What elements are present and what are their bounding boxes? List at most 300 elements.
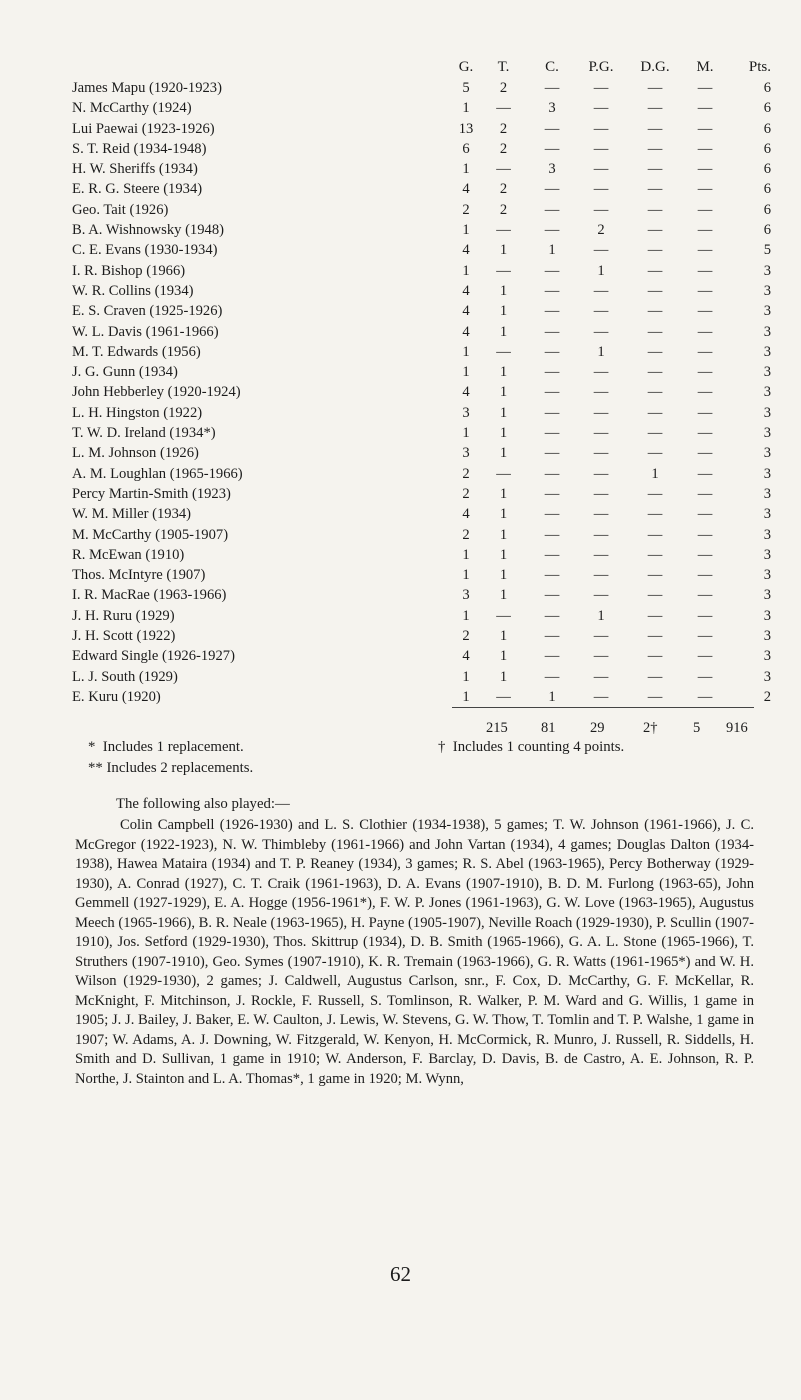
penalty-goals-cell: — (593, 282, 609, 299)
games-cell: 1 (462, 262, 470, 279)
drop-goals-cell: — (647, 120, 663, 137)
points-cell: 3 (763, 485, 771, 502)
conversions-cell: — (544, 323, 560, 340)
table-row (72, 301, 771, 321)
player-name: A. M. Loughlan (1965-1966) (72, 465, 243, 482)
player-name: J. H. Scott (1922) (72, 628, 176, 645)
tries-cell: 2 (499, 201, 508, 218)
penalty-goals-cell: — (593, 526, 609, 543)
games-cell: 13 (458, 120, 474, 137)
tries-cell: 2 (499, 120, 508, 137)
games-cell: 4 (462, 181, 470, 198)
player-name: James Mapu (1920-1923) (72, 80, 222, 96)
conversions-cell: 1 (548, 688, 556, 705)
points-cell: 6 (763, 161, 771, 178)
total-penalty-goals: 29 (590, 720, 605, 736)
points-cell: 3 (763, 425, 771, 442)
table-row (72, 667, 771, 687)
penalty-goals-cell: — (593, 303, 609, 320)
games-cell: 1 (462, 425, 470, 442)
marks-cell: — (697, 181, 713, 198)
marks-cell: — (697, 100, 713, 117)
penalty-goals-cell: — (593, 161, 609, 178)
conversions-cell: — (544, 425, 560, 442)
table-row (72, 159, 771, 179)
penalty-goals-cell: — (593, 364, 609, 381)
points-cell: 6 (763, 120, 771, 137)
tries-cell: 1 (499, 546, 508, 563)
player-name: T. W. D. Ireland (1934*) (72, 425, 216, 442)
player-name: N. McCarthy (1924) (72, 100, 192, 117)
penalty-goals-cell: — (593, 425, 609, 442)
conversions-cell: — (544, 282, 560, 299)
drop-goals-cell: — (647, 100, 663, 117)
table-row (72, 626, 771, 646)
marks-cell: — (697, 546, 713, 563)
player-name: E. R. G. Steere (1934) (72, 181, 203, 198)
marks-cell: — (697, 485, 713, 502)
penalty-goals-cell: — (593, 546, 609, 563)
points-cell: 6 (763, 100, 771, 117)
player-name: L. M. Johnson (1926) (72, 445, 199, 462)
table-row (72, 504, 771, 524)
table-row (72, 687, 771, 707)
player-name: Lui Paewai (1923-1926) (72, 120, 215, 137)
conversions-cell: — (544, 628, 560, 645)
conversions-cell: — (544, 303, 560, 320)
games-cell: 3 (462, 404, 470, 421)
games-cell: 3 (462, 445, 470, 462)
table-row (72, 240, 771, 260)
games-cell: 4 (462, 242, 470, 259)
games-cell: 1 (462, 567, 470, 584)
player-name: Edward Single (1926-1927) (72, 648, 235, 665)
drop-goals-cell: — (647, 628, 663, 645)
total-marks: 5 (693, 720, 701, 736)
conversions-cell: — (544, 648, 560, 665)
footnote-single-asterisk: * Includes 1 replacement. (88, 739, 244, 755)
player-name: J. H. Ruru (1929) (72, 607, 175, 624)
player-name: J. G. Gunn (1934) (72, 364, 178, 381)
penalty-goals-cell: — (593, 628, 609, 645)
drop-goals-cell: — (647, 384, 663, 401)
player-stats-table (72, 56, 771, 707)
tries-cell: 1 (499, 648, 508, 665)
marks-cell: — (697, 262, 713, 279)
points-cell: 3 (763, 384, 771, 401)
penalty-goals-cell: 1 (597, 343, 605, 360)
points-cell: 3 (763, 303, 771, 320)
games-cell: 1 (462, 222, 470, 239)
marks-cell: — (697, 506, 713, 523)
points-cell: 3 (763, 587, 771, 604)
penalty-goals-cell: — (593, 201, 609, 218)
penalty-goals-cell: — (593, 140, 609, 157)
player-name: John Hebberley (1920-1924) (72, 384, 241, 401)
tries-cell: 1 (499, 404, 508, 421)
table-row (72, 220, 771, 240)
penalty-goals-cell: — (593, 485, 609, 502)
tries-cell: 1 (499, 242, 508, 259)
tries-cell: 1 (499, 303, 508, 320)
drop-goals-cell: — (647, 80, 663, 96)
drop-goals-cell: — (647, 181, 663, 198)
marks-cell: — (697, 628, 713, 645)
games-cell: 4 (462, 282, 470, 299)
conversions-column-header: C. (545, 59, 559, 75)
points-cell: 3 (763, 546, 771, 563)
marks-cell: — (697, 323, 713, 340)
drop-goals-cell: — (647, 161, 663, 178)
footnote-double-asterisk: ** Includes 2 replacements. (88, 760, 254, 776)
table-row (72, 525, 771, 545)
penalty-goals-cell: — (593, 688, 609, 705)
games-cell: 2 (462, 485, 470, 502)
games-cell: 4 (462, 384, 470, 401)
marks-cell: — (697, 120, 713, 137)
table-row (72, 443, 771, 463)
player-name: E. Kuru (1920) (72, 688, 161, 705)
games-cell: 2 (462, 526, 470, 543)
points-cell: 3 (763, 262, 771, 279)
conversions-cell: — (544, 465, 560, 482)
drop-goals-cell: — (647, 140, 663, 157)
table-row (72, 261, 771, 281)
conversions-cell: — (544, 384, 560, 401)
penalty-goals-cell: — (593, 181, 609, 198)
games-cell: 3 (462, 587, 470, 604)
tries-cell: 1 (499, 485, 508, 502)
tries-cell: — (496, 100, 511, 117)
marks-cell: — (697, 587, 713, 604)
marks-cell: — (697, 161, 713, 178)
points-cell: 6 (763, 140, 771, 157)
penalty-goals-cell: — (593, 120, 609, 137)
table-row (72, 646, 771, 666)
games-cell: 6 (462, 140, 470, 157)
marks-cell: — (697, 688, 713, 705)
marks-cell: — (697, 404, 713, 421)
tries-cell: 1 (499, 628, 508, 645)
points-cell: 3 (763, 607, 771, 624)
games-cell: 1 (462, 546, 470, 563)
points-cell: 3 (763, 567, 771, 584)
drop-goals-cell: — (647, 343, 663, 360)
name-column-header (72, 56, 452, 78)
player-name: Percy Martin-Smith (1923) (72, 485, 231, 502)
tries-cell: 2 (499, 80, 508, 96)
conversions-cell: — (544, 364, 560, 381)
points-cell: 6 (763, 222, 771, 239)
marks-cell: — (697, 222, 713, 239)
drop-goals-cell: — (647, 201, 663, 218)
drop-goals-cell: — (647, 404, 663, 421)
drop-goals-cell: — (647, 607, 663, 624)
penalty-goals-cell: — (593, 587, 609, 604)
tries-cell: 2 (499, 181, 508, 198)
player-name: I. R. MacRae (1963-1966) (72, 587, 227, 604)
page-number: 62 (390, 1262, 411, 1286)
tries-cell: — (496, 161, 511, 178)
tries-cell: 1 (499, 445, 508, 462)
games-cell: 4 (462, 323, 470, 340)
games-cell: 1 (462, 343, 470, 360)
table-row (72, 119, 771, 139)
tries-cell: 1 (499, 587, 508, 604)
marks-cell: — (697, 282, 713, 299)
drop-goals-cell: — (647, 262, 663, 279)
player-name: E. S. Craven (1925-1926) (72, 303, 223, 320)
marks-cell: — (697, 140, 713, 157)
marks-cell: — (697, 445, 713, 462)
points-cell: 3 (763, 526, 771, 543)
player-rows (72, 78, 771, 707)
penalty-goals-cell: — (593, 384, 609, 401)
marks-cell: — (697, 364, 713, 381)
games-cell: 4 (462, 506, 470, 523)
table-row (72, 606, 771, 626)
table-row (72, 78, 771, 98)
conversions-cell: — (544, 445, 560, 462)
tries-cell: 1 (499, 526, 508, 543)
games-cell: 2 (462, 465, 470, 482)
drop-goals-cell: — (647, 425, 663, 442)
points-cell: 3 (763, 506, 771, 523)
games-cell: 5 (462, 80, 470, 96)
conversions-cell: — (544, 607, 560, 624)
points-cell: 3 (763, 343, 771, 360)
penalty-goals-cell: — (593, 445, 609, 462)
points-cell: 3 (763, 282, 771, 299)
games-cell: 4 (462, 303, 470, 320)
player-name: I. R. Bishop (1966) (72, 262, 186, 279)
penalty-goals-cell: 1 (597, 607, 605, 624)
conversions-cell: — (544, 120, 560, 137)
player-name: L. J. South (1929) (72, 668, 178, 685)
tries-cell: 1 (499, 282, 508, 299)
marks-column-header: M. (696, 59, 714, 75)
games-cell: 4 (462, 648, 470, 665)
also-played-paragraph: Colin Campbell (1926-1930) and L. S. Clothier (1934-1938), 5 games; T. W. Johnson (1961-1966), J. C. McGregor (1922-1923), N. W. Thimbleby (1961-1966) and John Vartan (1934), 4 games; Douglas Dalton (1934-1938), Hawea Mataira (1934) and T. P. Reaney (1934), 3 games; R. S. Abel (1963-1965), Percy Botherway (1929-1930), A. Conrad (1927), C. T. Craik (1961-1963), D. A. Evans (1907-1910), B. D. M. Furlong (1963-65), John Gemmell (1927-1929), E. A. Hogge (1956-1961*), F. W. P. Jones (1961-1963), G. W. Love (1963-1965), Augustus Meech (1965-1966), B. R. Neale (1963-1965), H. Payne (1905-1907), Neville Roach (1929-1930), P. Scullin (1907-1910), Jos. Setford (1929-1930), Thos. Skittrup (1934), D. B. Smith (1965-1966), G. A. L. Stone (1965-1966), T. Struthers (1907-1910), Geo. Symes (1907-1910), K. R. Tremain (1963-1966), G. R. Watts (1961-1965*) and W. H. Wilson (1929-1930), 2 games; J. Caldwell, Augustus Carlson, snr., F. Cox, D. McCarthy, G. F. McKellar, R. McKnight, F. Mitchinson, J. Rockle, F. Russell, S. Tomlinson, R. Walker, P. M. Ward and G. Willis, 1 game in 1905; J. J. Bailey, J. Baker, E. W. Caulton, J. Lewis, W. Stevens, G. W. Thow, T. Tomlin and T. P. Walshe, 1 game in 1907; W. Adams, A. J. Downing, W. Fitzgerald, W. Kenyon, H. McCormick, R. Munro, J. Russell, R. Siddells, H. Smith and D. Sullivan, 1 game in 1910; W. Anderson, F. Barclay, D. Davis, B. de Castro, A. E. Johnson, R. P. Northe, J. Stainton and L. A. Thomas*, 1 game in 1920; M. Wynn, (75, 817, 754, 1087)
marks-cell: — (697, 80, 713, 96)
player-name: R. McEwan (1910) (72, 546, 185, 563)
tries-cell: — (496, 607, 511, 624)
games-cell: 2 (462, 201, 470, 218)
table-row (72, 565, 771, 585)
games-cell: 1 (462, 161, 470, 178)
player-name: W. R. Collins (1934) (72, 282, 194, 299)
games-cell: 2 (462, 628, 470, 645)
player-name: Geo. Tait (1926) (72, 201, 169, 218)
games-cell: 1 (462, 668, 470, 685)
marks-cell: — (697, 567, 713, 584)
total-drop-goals: 2† (643, 720, 658, 736)
points-cell: 6 (763, 181, 771, 198)
games-column-header: G. (458, 59, 474, 75)
penalty-goals-cell: — (593, 80, 609, 96)
penalty-goals-cell: — (593, 242, 609, 259)
table-row (72, 423, 771, 443)
conversions-cell: — (544, 140, 560, 157)
table-row (72, 545, 771, 565)
points-column-header: Pts. (748, 59, 771, 75)
player-name: H. W. Sheriffs (1934) (72, 161, 198, 178)
totals-rule (452, 707, 754, 708)
conversions-cell: — (544, 404, 560, 421)
points-cell: 3 (763, 404, 771, 421)
total-points: 916 (726, 720, 748, 736)
marks-cell: — (697, 607, 713, 624)
conversions-cell: — (544, 343, 560, 360)
conversions-cell: — (544, 80, 560, 96)
table-row (72, 98, 771, 118)
marks-cell: — (697, 242, 713, 259)
footnote-dagger: † Includes 1 counting 4 points. (438, 739, 625, 755)
penalty-goals-cell: — (593, 668, 609, 685)
table-row (72, 139, 771, 159)
penalty-goals-cell: — (593, 100, 609, 117)
table-row (72, 585, 771, 605)
points-cell: 3 (763, 648, 771, 665)
table-row (72, 484, 771, 504)
table-row (72, 382, 771, 402)
total-conversions: 81 (541, 720, 556, 736)
drop-goals-cell: — (647, 526, 663, 543)
player-name: S. T. Reid (1934-1948) (72, 140, 207, 157)
conversions-cell: — (544, 567, 560, 584)
player-name: Thos. McIntyre (1907) (72, 567, 206, 584)
conversions-cell: — (544, 222, 560, 239)
penalty-goals-cell: — (593, 404, 609, 421)
tries-cell: — (496, 262, 511, 279)
drop-goals-cell: — (647, 222, 663, 239)
points-cell: 3 (763, 465, 771, 482)
conversions-cell: — (544, 181, 560, 198)
table-row (72, 200, 771, 220)
penalty-goals-cell: — (593, 506, 609, 523)
tries-cell: 1 (499, 668, 508, 685)
tries-cell: 2 (499, 140, 508, 157)
tries-cell: 1 (499, 506, 508, 523)
marks-cell: — (697, 465, 713, 482)
conversions-cell: — (544, 546, 560, 563)
also-played-heading: The following also played:— (116, 796, 290, 812)
player-name: W. L. Davis (1961-1966) (72, 323, 219, 340)
points-cell: 3 (763, 364, 771, 381)
tries-cell: 1 (499, 567, 508, 584)
penalty-goals-cell: 1 (597, 262, 605, 279)
conversions-cell: — (544, 201, 560, 218)
table-row (72, 403, 771, 423)
penalty-goals-cell: — (593, 323, 609, 340)
drop-goals-cell: — (647, 688, 663, 705)
table-row (72, 322, 771, 342)
player-name: M. T. Edwards (1956) (72, 343, 201, 360)
points-cell: 3 (763, 323, 771, 340)
drop-goals-cell: — (647, 668, 663, 685)
marks-cell: — (697, 343, 713, 360)
tries-cell: — (496, 222, 511, 239)
penalty-goals-cell: — (593, 567, 609, 584)
drop-goals-cell: — (647, 303, 663, 320)
games-cell: 1 (462, 688, 470, 705)
tries-cell: — (496, 465, 511, 482)
player-name: W. M. Miller (1934) (72, 506, 192, 523)
tries-cell: 1 (499, 364, 508, 381)
conversions-cell: 3 (548, 161, 556, 178)
marks-cell: — (697, 425, 713, 442)
conversions-cell: — (544, 262, 560, 279)
penalty-goals-cell: 2 (597, 222, 605, 239)
total-tries: 215 (486, 720, 508, 736)
drop-goals-cell: — (647, 546, 663, 563)
games-cell: 1 (462, 607, 470, 624)
marks-cell: — (697, 648, 713, 665)
conversions-cell: — (544, 587, 560, 604)
tries-cell: 1 (499, 323, 508, 340)
table-row (72, 179, 771, 199)
drop-goals-cell: — (647, 648, 663, 665)
marks-cell: — (697, 526, 713, 543)
marks-cell: — (697, 668, 713, 685)
drop-goals-cell: 1 (651, 465, 659, 482)
points-cell: 6 (763, 201, 771, 218)
drop-goals-cell: — (647, 506, 663, 523)
penalty-goals-cell: — (593, 465, 609, 482)
games-cell: 1 (462, 100, 470, 117)
table-row (72, 281, 771, 301)
penalty-goals-column-header: P.G. (588, 59, 614, 75)
conversions-cell: — (544, 526, 560, 543)
player-name: M. McCarthy (1905-1907) (72, 526, 229, 543)
tries-cell: 1 (499, 425, 508, 442)
table-row (72, 464, 771, 484)
tries-column-header: T. (497, 59, 510, 75)
drop-goals-cell: — (647, 364, 663, 381)
drop-goals-cell: — (647, 587, 663, 604)
conversions-cell: — (544, 485, 560, 502)
drop-goals-cell: — (647, 485, 663, 502)
points-cell: 2 (763, 688, 771, 705)
penalty-goals-cell: — (593, 648, 609, 665)
table-header-row (72, 56, 771, 78)
tries-cell: — (496, 343, 511, 360)
points-cell: 5 (763, 242, 771, 259)
player-name: L. H. Hingston (1922) (72, 404, 203, 421)
marks-cell: — (697, 201, 713, 218)
table-row (72, 342, 771, 362)
marks-cell: — (697, 384, 713, 401)
player-name: B. A. Wishnowsky (1948) (72, 222, 224, 239)
games-cell: 1 (462, 364, 470, 381)
marks-cell: — (697, 303, 713, 320)
drop-goals-column-header: D.G. (640, 59, 670, 75)
tries-cell: 1 (499, 384, 508, 401)
points-cell: 3 (763, 445, 771, 462)
table-row (72, 362, 771, 382)
conversions-cell: — (544, 506, 560, 523)
conversions-cell: 3 (548, 100, 556, 117)
conversions-cell: — (544, 668, 560, 685)
conversions-cell: 1 (548, 242, 556, 259)
player-name: C. E. Evans (1930-1934) (72, 242, 218, 259)
drop-goals-cell: — (647, 567, 663, 584)
points-cell: 6 (763, 80, 771, 96)
drop-goals-cell: — (647, 282, 663, 299)
drop-goals-cell: — (647, 242, 663, 259)
drop-goals-cell: — (647, 323, 663, 340)
points-cell: 3 (763, 668, 771, 685)
